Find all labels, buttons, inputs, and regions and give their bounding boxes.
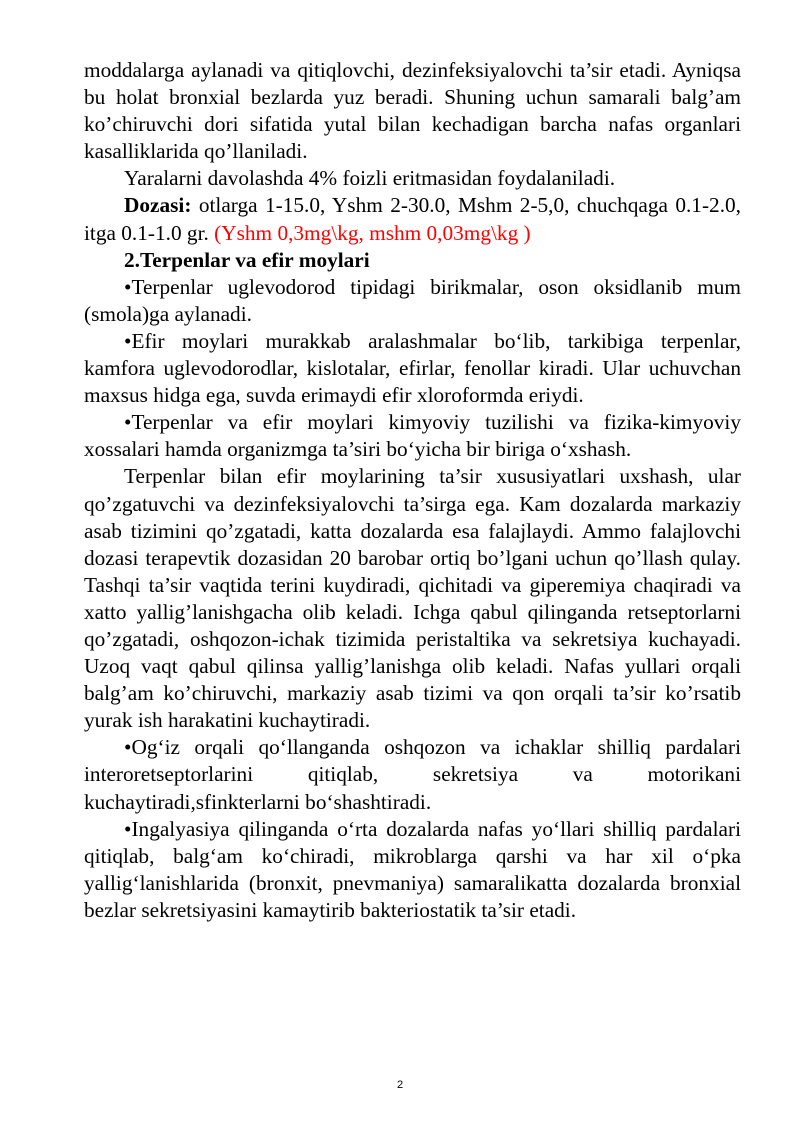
- paragraph: •Terpenlar va efir moylari kimyoviy tuzilishi va fizika-kimyoviy xossalari hamda organizmga ta’siri bo‘yicha bir biriga o‘xshash.: [84, 410, 741, 462]
- dosage-text: otlarga 1-15.0, Yshm 2-30.0, Mshm 2-5,0, chuchqaga 0.1-2.0, itga 0.1-1.0 gr.: [84, 193, 741, 245]
- document-page: [84, 57, 741, 924]
- paragraph: •Terpenlar uglevodorod tipidagi birikmalar, oson oksidlanib mum (smola)ga aylanadi.: [84, 274, 741, 326]
- paragraph: •Efir moylari murakkab aralashmalar bo‘lib, tarkibiga terpenlar, kamfora uglevodorodlar, kislotalar, efirlar, fenollar kiradi. Ular uchuvchan maxsus hidga ega, suvda erimaydi efir xloroformda eriydi.: [84, 328, 741, 408]
- dosage-paragraph: [84, 192, 741, 246]
- dosage-label: Dozasi:: [124, 193, 192, 218]
- page-number: 2: [396, 1079, 404, 1091]
- paragraph: Yaralarni davolashda 4% foizli eritmasidan foydalaniladi.: [124, 166, 616, 191]
- paragraph: moddalarga aylanadi va qitiqlovchi, dezinfeksiyalovchi ta’sir etadi. Ayniqsa bu holat bronxial bezlarda yuz beradi. Shuning uchun samarali balg’am ko’chiruvchi dori sifatida yutal bilan kechadigan barcha nafas organlari kasalliklarida qo’llaniladi.: [84, 58, 741, 164]
- paragraph: Terpenlar bilan efir moylarining ta’sir xususiyatlari uxshash, ular qo’zgatuvchi va dezinfeksiyalovchi ta’sirga ega. Kam dozalarda markaziy asab tizimini qo’zgatadi, katta dozalarda esa falajlaydi. Ammo falajlovchi dozasi terapevtik dozasidan 20 barobar ortiq bo’lgani uchun qo’llash qulay. Tashqi ta’sir vaqtida terini kuydiradi, qichitadi va giperemiya chaqiradi va xatto yallig’lanishgacha olib keladi. Ichga qabul qilinganda retseptorlarni qo’zgatadi, oshqozon-ichak tizimida peristaltika va sekretsiya kuchayadi. Uzoq vaqt qabul qilinsa yallig’lanishga olib keladi. Nafas yullari orqali balg’am ko’chiruvchi, markaziy asab tizimi va qon orqali ta’sir ko’rsatib yurak ish harakatini kuchaytiradi.: [84, 464, 741, 733]
- paragraph: •Ingalyasiya qilinganda o‘rta dozalarda nafas yo‘llari shilliq pardalari qitiqlab, balg‘am ko‘chiradi, mikroblarga qarshi va har xil o‘pka yallig‘lanishlarida (bronxit, pnevmaniya) samaralikatta dozalarda bronxial bezlar sekretsiyasini kamaytirib bakteriostatik ta’sir etadi.: [84, 816, 741, 922]
- dosage-note: (Yshm 0,3mg\kg, mshm 0,03mg\kg ): [214, 220, 531, 245]
- paragraph: •Og‘iz orqali qo‘llanganda oshqozon va ichaklar shilliq pardalari interoretseptorlarini qitiqlab, sekretsiya va motorikani kuchaytiradi,sfinkterlarni bo‘shashtiradi.: [84, 735, 741, 814]
- section-heading: 2.Terpenlar va efir moylari: [124, 247, 370, 272]
